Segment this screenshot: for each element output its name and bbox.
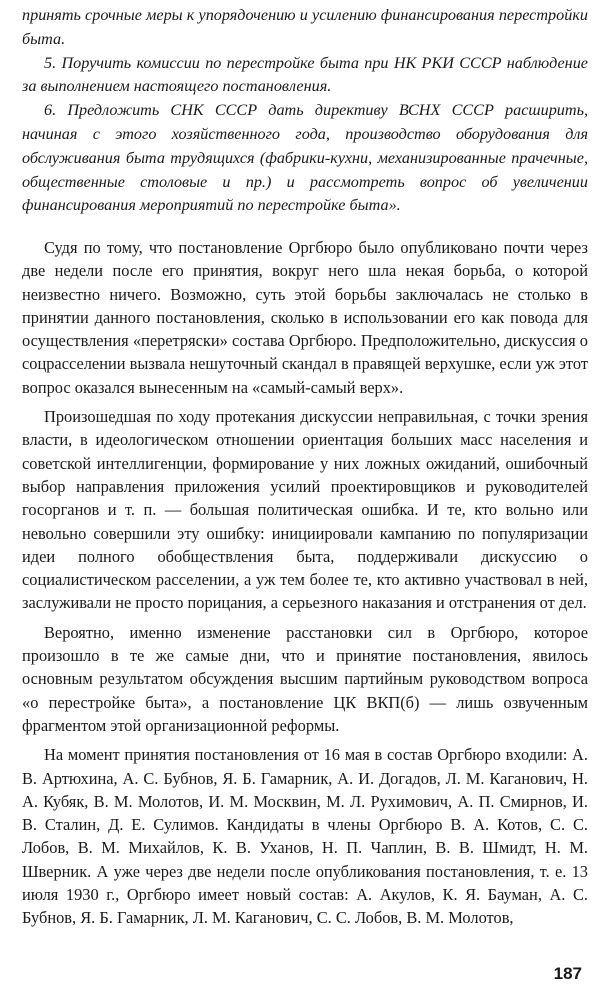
paragraph-3: Вероятно, именно изменение расстановки сил в Оргбюро, которое произошло в те же самые дни, что и принятие постановления, явилось основным результатом обсуждения высшим партийным руководством вопроса «о перестройке быта», а постановление ЦК ВКП(б) — лишь озвученным фрагментом этой организационной реформы. xyxy=(22,622,588,735)
main-text xyxy=(22,236,588,936)
quoted-resolution-text xyxy=(22,4,588,218)
paragraph-1: Судя по тому, что постановление Оргбюро было опубликовано почти через две недели после его принятия, вокруг него шла некая борьба, о которой неизвестно ничего. Возможно, суть этой борьбы заключалась не столько в принятии данного постановления, сколько в использовании его как повода для осуществления «перетряски» состава Оргбюро. Предположительно, дискуссия о соцрасселении вызвала нешуточный скандал в правящей верхушке, если уж этот вопрос оказался вынесенным на «самый-самый верх». xyxy=(22,238,588,397)
paragraph-2: Произошедшая по ходу протекания дискуссии неправильная, с точки зрения власти, в идеологическом отношении ориентация больших масс населения и советской интеллигенции, формирование у них ложных ожиданий, ошибочный выбор направления приложения усилий проектировщиков и руководителей госорганов и т. п. — большая политическая ошибка. И те, кто вольно или невольно совершили эту ошибку: инициировали кампанию по популяризации идеи полного обобществления быта, поддерживали дискуссию о социалистическом расселении, а уж тем более те, кто активно участвовал в ней, заслуживали не просто порицания, а серьезного наказания и отстранения от дел. xyxy=(22,407,588,613)
paragraph-4: На момент принятия постановления от 16 мая в состав Оргбюро входили: А. В. Артюхина, А. С. Бубнов, Я. Б. Гамарник, А. И. Догадов, Л. М. Каганович, Н. А. Кубяк, В. М. Молотов, И. М. Москвин, М. Л. Рухимович, А. П. Смирнов, И. В. Сталин, Д. Е. Сулимов. Кандидаты в члены Оргбюро В. А. Котов, С. С. Лобов, В. М. Михайлов, К. В. Уханов, Н. П. Чаплин, В. В. Шмидт, Н. М. Шверник. А уже через две недели после опубликования постановления, т. е. 13 июля 1930 г., Оргбюро имеет новый состав: А. Акулов, К. Я. Бауман, А. С. Бубнов, Я. Б. Гамарник, Л. М. Каганович, С. С. Лобов, В. М. Молотов, xyxy=(22,745,588,928)
page-number: 187 xyxy=(553,964,582,983)
quote-item-5: 5. Поручить комиссии по перестройке быта при НК РКИ СССР наблюдение за выполнением настоящего постановления. xyxy=(22,53,588,96)
quote-item-6: 6. Предложить СНК СССР дать директиву ВСНХ СССР расширить, начиная с этого хозяйственного года, производство оборудования для обслуживания быта трудящихся (фабрики-кухни, механизированные прачечные, общественные столовые и пр.) и рассмотреть вопрос об увеличении финансирования мероприятий по перестройке быта». xyxy=(22,101,588,215)
quote-continuation: принять срочные меры к упорядочению и усилению финансирования перестройки быта. xyxy=(22,6,588,48)
